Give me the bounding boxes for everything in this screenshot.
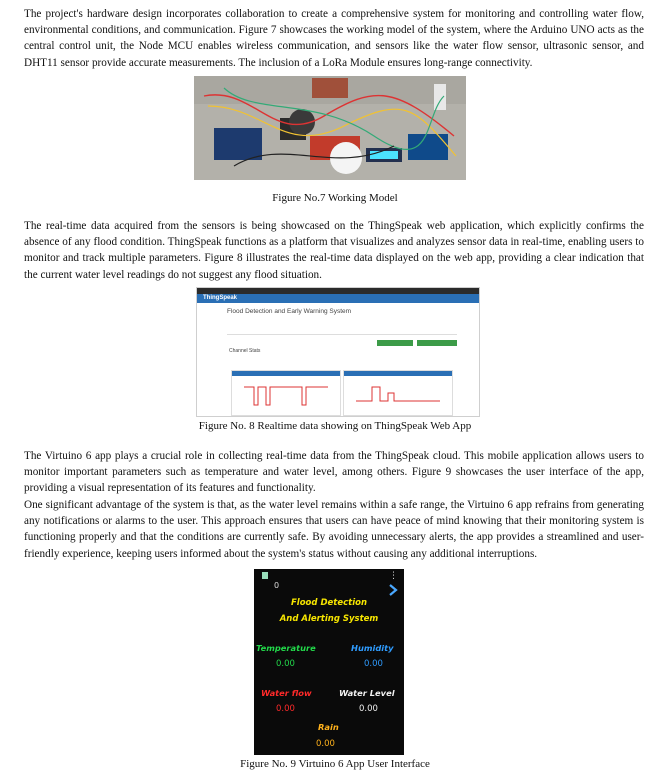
temperature-value: 0.00: [276, 659, 295, 669]
app-title-line1: Flood Detection: [291, 598, 367, 608]
tab-divider: [227, 334, 457, 335]
export-button: [377, 340, 413, 346]
water-level-label: Water Level: [339, 688, 395, 698]
paragraph-advantage: One significant advantage of the system is that, as the water level remains within a safe range, the Virtuino 6 app refrains from generating any notifications or alarms to the user. This approach ensures that users can have peace of mind knowing that their monitoring system is functioning properly and that the conditions are currently safe. By avoiding unnecessary alerts, the app provides a streamlined and user-friendly experience, keeping users informed about the system's status without causing any additional interruptions.: [24, 499, 644, 560]
menu-dots-icon[interactable]: ⋮: [389, 571, 398, 581]
channel-title: Flood Detection and Early Warning System: [227, 308, 352, 315]
chevron-right-icon[interactable]: [388, 584, 398, 596]
rain-value: 0.00: [316, 739, 335, 749]
app-title-line2: And Alerting System: [279, 614, 379, 624]
virtuino-app-screenshot: [254, 569, 404, 755]
working-model-photo: [194, 76, 466, 180]
thingspeak-logo: ThingSpeak: [203, 295, 238, 301]
humidity-value: 0.00: [364, 659, 383, 669]
channel-stats-heading: Channel Stats: [229, 348, 261, 354]
import-button: [417, 340, 457, 346]
paragraph-virtuino: The Virtuino 6 app plays a crucial role in collecting real-time data from the ThingSpeak cloud. This mobile application allows users to monitor important parameters such as temperature and water level, among others. Figure 9 showcases the user interface of the app, providing a visual representation of its features and functionality.: [24, 450, 644, 495]
thingspeak-navbar: [197, 294, 479, 303]
field-chart-2: [343, 370, 453, 416]
field-chart-1: [231, 370, 341, 416]
rain-label: Rain: [318, 722, 339, 732]
page-counter: 0: [274, 581, 280, 590]
water-level-value: 0.00: [359, 704, 378, 714]
paragraph-hardware: The project's hardware design incorporates collaboration to create a comprehensive system for monitoring and controlling water flow, environmental conditions, and communication. Figure 7 showcases the working model of the system, where the Arduino UNO acts as the central control unit, the Node MCU enables wireless communication, and sensors like the water flow sensor, ultrasonic sensor, and DHT11 sensor provide accurate measurements. The inclusion of a LoRa Module ensures long-range connectivity.: [24, 8, 644, 69]
caption-figure-9: Figure No. 9 Virtuino 6 App User Interface: [240, 758, 430, 770]
app-icon: [262, 572, 268, 579]
temperature-label: Temperature: [256, 643, 316, 653]
water-flow-value: 0.00: [276, 704, 295, 714]
humidity-label: Humidity: [351, 643, 394, 653]
thingspeak-screenshot: [196, 287, 480, 417]
caption-figure-8: Figure No. 8 Realtime data showing on ThingSpeak Web App: [198, 420, 472, 432]
paragraph-thingspeak: The real-time data acquired from the sensors is being showcased on the ThingSpeak web application, which explicitly confirms the absence of any flood condition. ThingSpeak functions as a platform that visualizes and analyzes sensor data in real-time, enabling users to monitor and track multiple parameters. Figure 8 illustrates the real-time data displayed on the web app, providing a clear indication that the current water level readings do not suggest any flood situation.: [24, 220, 644, 281]
caption-figure-7: Figure No.7 Working Model: [272, 192, 398, 204]
water-flow-label: Water flow: [261, 688, 312, 698]
